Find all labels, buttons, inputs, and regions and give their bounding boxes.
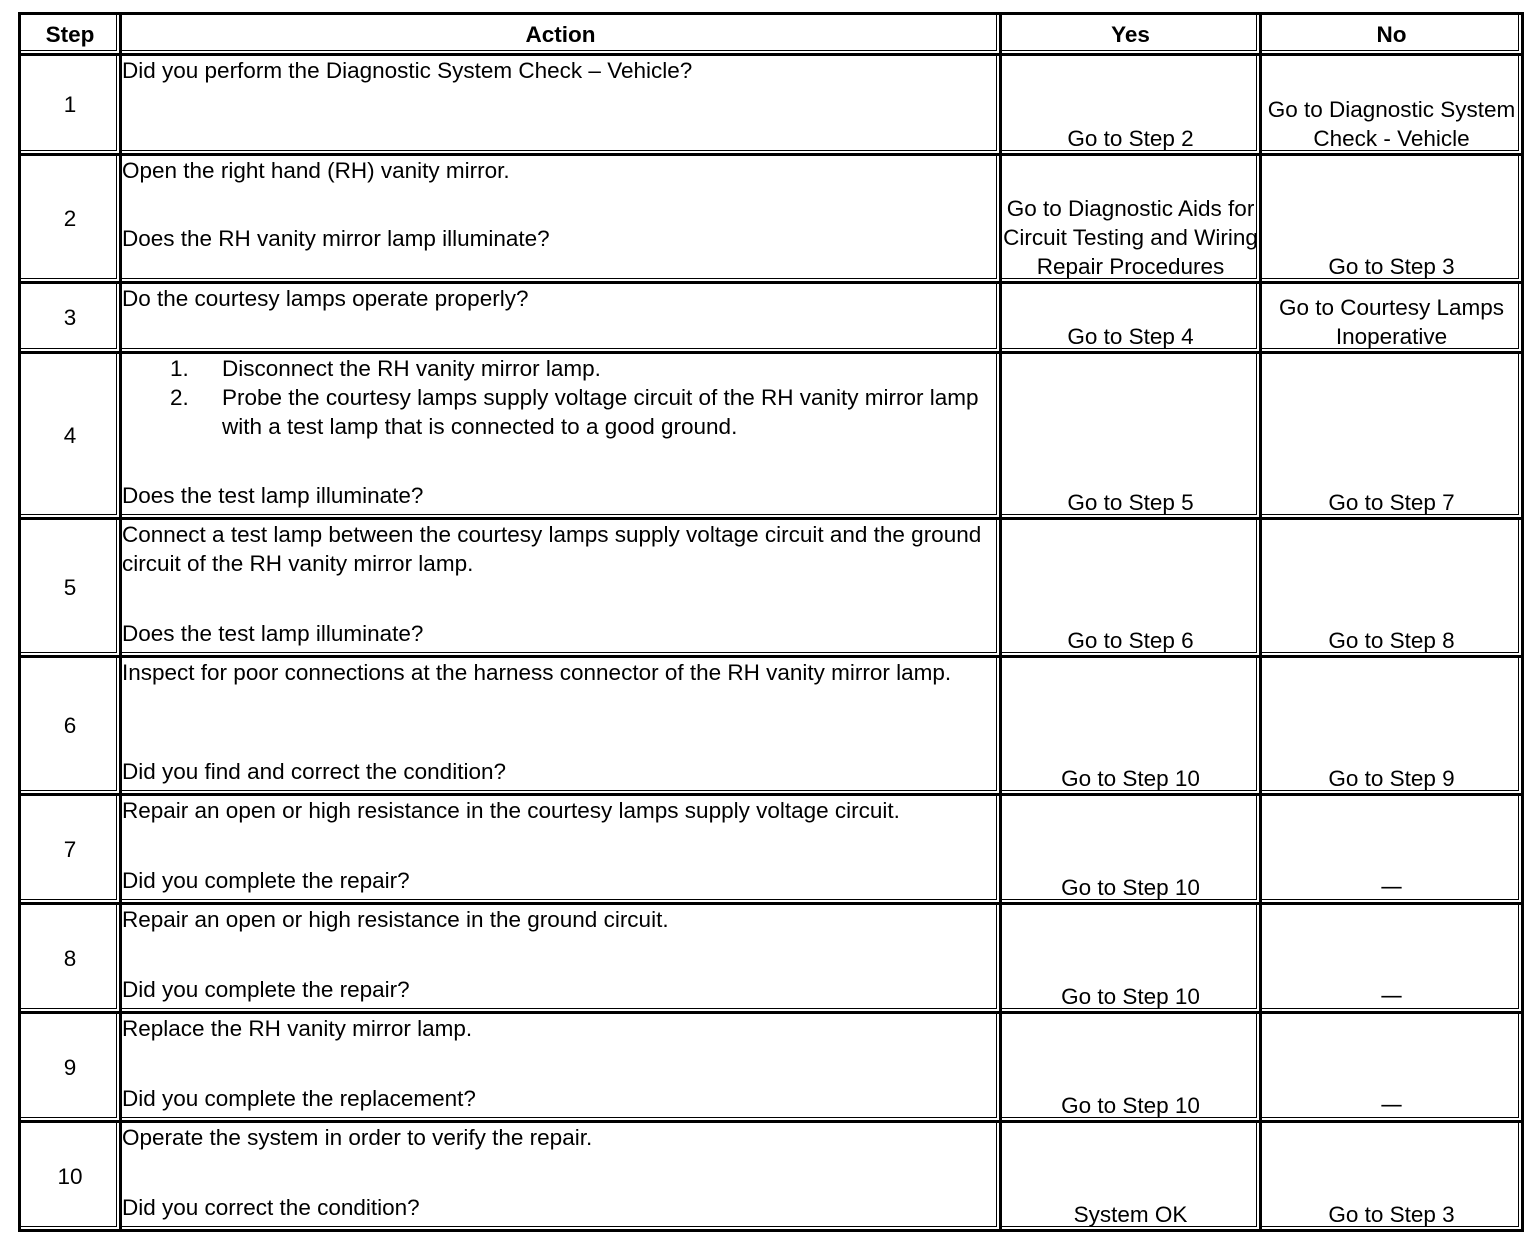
action-question: Did you complete the repair? <box>122 977 410 1002</box>
header-action: Action <box>122 15 1002 56</box>
step-number: 9 <box>21 1014 122 1123</box>
step-number: 10 <box>21 1123 122 1232</box>
list-item-number: 1. <box>170 356 189 381</box>
table-row <box>21 905 1524 1014</box>
step-number: 3 <box>21 284 122 354</box>
step-number: 8 <box>21 905 122 1014</box>
no-cell: — <box>1262 796 1524 905</box>
yes-cell: Go to Step 2 <box>1002 56 1262 156</box>
table-row <box>21 658 1524 796</box>
table-row <box>21 56 1524 156</box>
list-item <box>170 354 999 383</box>
step-number: 5 <box>21 520 122 658</box>
yes-cell: Go to Step 6 <box>1002 520 1262 658</box>
action-cell <box>122 156 1002 284</box>
yes-cell: Go to Step 10 <box>1002 1014 1262 1123</box>
action-cell <box>122 354 1002 520</box>
no-cell: Go to Diagnostic System Check - Vehicle <box>1262 56 1524 156</box>
action-text: Operate the system in order to verify the repair. <box>122 1125 593 1150</box>
action-text: Connect a test lamp between the courtesy lamps supply voltage circuit and the ground circuit of the RH vanity mirror lamp. <box>122 522 982 576</box>
yes-cell: System OK <box>1002 1123 1262 1232</box>
diagnostic-table <box>18 12 1524 1232</box>
table-row <box>21 284 1524 354</box>
action-question: Does the test lamp illuminate? <box>122 621 424 646</box>
header-no: No <box>1262 15 1524 56</box>
table-row <box>21 1014 1524 1123</box>
action-question: Did you find and correct the condition? <box>122 759 506 784</box>
no-cell: Go to Step 9 <box>1262 658 1524 796</box>
table-row <box>21 354 1524 520</box>
header-row <box>21 15 1524 56</box>
action-cell <box>122 56 1002 156</box>
action-text: Did you perform the Diagnostic System Check – Vehicle? <box>122 58 693 83</box>
action-question: Did you complete the replacement? <box>122 1086 476 1111</box>
step-number: 2 <box>21 156 122 284</box>
action-text: Inspect for poor connections at the harness connector of the RH vanity mirror lamp. <box>122 660 952 685</box>
action-cell <box>122 796 1002 905</box>
no-cell: Go to Step 3 <box>1262 1123 1524 1232</box>
action-cell <box>122 520 1002 658</box>
no-cell: Go to Step 3 <box>1262 156 1524 284</box>
no-cell: Go to Step 7 <box>1262 354 1524 520</box>
yes-cell: Go to Diagnostic Aids for Circuit Testing and Wiring Repair Procedures <box>1002 156 1262 284</box>
action-question: Does the test lamp illuminate? <box>122 483 424 508</box>
action-cell <box>122 1123 1002 1232</box>
header-yes: Yes <box>1002 15 1262 56</box>
table-row <box>21 156 1524 284</box>
action-text: Repair an open or high resistance in the courtesy lamps supply voltage circuit. <box>122 798 900 823</box>
table-row <box>21 796 1524 905</box>
yes-cell: Go to Step 4 <box>1002 284 1262 354</box>
step-number: 6 <box>21 658 122 796</box>
action-cell <box>122 1014 1002 1123</box>
action-text: Replace the RH vanity mirror lamp. <box>122 1016 473 1041</box>
action-cell <box>122 658 1002 796</box>
yes-cell: Go to Step 5 <box>1002 354 1262 520</box>
step-number: 4 <box>21 354 122 520</box>
list-item-text: Disconnect the RH vanity mirror lamp. <box>222 356 601 381</box>
action-list <box>122 354 999 441</box>
list-item-number: 2. <box>170 385 189 410</box>
action-text: Open the right hand (RH) vanity mirror. <box>122 158 510 183</box>
no-cell: — <box>1262 905 1524 1014</box>
action-question: Did you correct the condition? <box>122 1195 420 1220</box>
action-text: Do the courtesy lamps operate properly? <box>122 286 529 311</box>
action-cell <box>122 905 1002 1014</box>
no-cell: Go to Courtesy Lamps Inoperative <box>1262 284 1524 354</box>
no-cell: — <box>1262 1014 1524 1123</box>
action-text: Repair an open or high resistance in the ground circuit. <box>122 907 669 932</box>
list-item <box>170 383 999 441</box>
action-cell <box>122 284 1002 354</box>
step-number: 7 <box>21 796 122 905</box>
yes-cell: Go to Step 10 <box>1002 796 1262 905</box>
list-item-text: Probe the courtesy lamps supply voltage circuit of the RH vanity mirror lamp with a test lamp that is connected to a good ground. <box>222 385 979 439</box>
table-row <box>21 1123 1524 1232</box>
table-row <box>21 520 1524 658</box>
action-question: Did you complete the repair? <box>122 868 410 893</box>
step-number: 1 <box>21 56 122 156</box>
yes-cell: Go to Step 10 <box>1002 905 1262 1014</box>
no-cell: Go to Step 8 <box>1262 520 1524 658</box>
header-step: Step <box>21 15 122 56</box>
yes-cell: Go to Step 10 <box>1002 658 1262 796</box>
action-question: Does the RH vanity mirror lamp illuminate? <box>122 226 550 251</box>
